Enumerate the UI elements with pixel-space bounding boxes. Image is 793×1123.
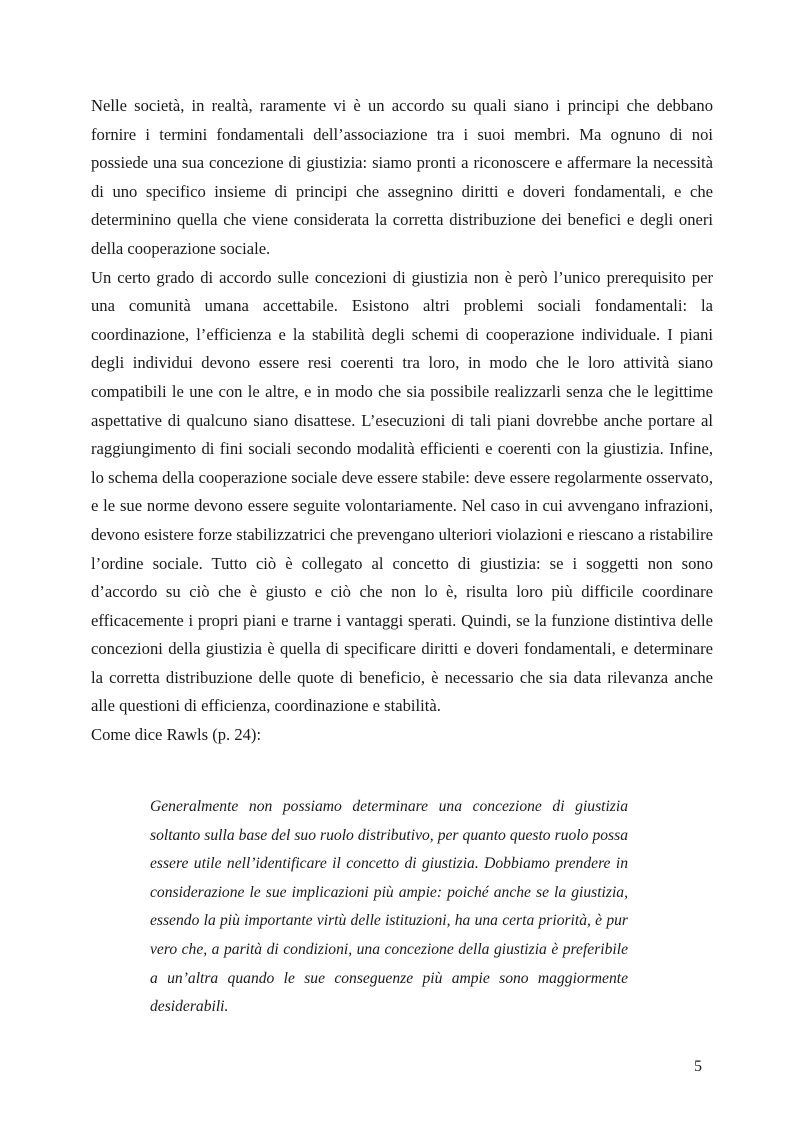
- quote-text: Generalmente non possiamo determinare una concezione di giustizia soltanto sulla base del suo ruolo distributivo, per quanto questo ruolo possa essere utile nell’identificare il concetto di giustizia. Dobbiamo prendere in considerazione le sue implicazioni più ampie: poiché anche se la giustizia, essendo la più importante virtù delle istituzioni, ha una certa priorità, è pur vero che, a parità di condizioni, una concezione della giustizia è preferibile a un’altra quando le sue conseguenze più ampie sono maggiormente desiderabili.: [150, 798, 628, 1016]
- quote-intro: Come dice Rawls (p. 24):: [91, 725, 262, 745]
- body-text: [91, 92, 713, 750]
- page-number: 5: [694, 1058, 702, 1075]
- block-quote: [150, 793, 628, 1022]
- paragraph-2: Un certo grado di accordo sulle concezioni di giustizia non è però l’unico prerequisito per una comunità umana accettabile. Esistono altri problemi sociali fondamentali: la coordinazione, l’efficienza e la stabilità degli schemi di cooperazione individuale. I piani degli individui devono essere resi coerenti tra loro, in modo che le loro attività siano compatibili le une con le altre, e in modo che sia possibile realizzarli senza che le legittime aspettative di qualcuno siano disattese. L’esecuzioni di tali piani dovrebbe anche portare al raggiungimento di fini sociali secondo modalità efficienti e coerenti con la giustizia. Infine, lo schema della cooperazione sociale deve essere stabile: deve essere regolarmente osservato, e le sue norme devono essere seguite volontariamente. Nel caso in cui avvengano infrazioni, devono esistere forze stabilizzatrici che prevengano ulteriori violazioni e riescano a ristabilire l’ordine sociale. Tutto ciò è collegato al concetto di giustizia: se i soggetti non sono d’accordo su ciò che è giusto e ciò che non lo è, risulta loro più difficile coordinare efficacemente i propri piani e trarne i vantaggi sperati. Quindi, se la funzione distintiva delle concezioni della giustizia è quella di specificare diritti e doveri fondamentali, e determinare la corretta distribuzione delle quote di beneficio, è necessario che sia data rilevanza anche alle questioni di efficienza, coordinazione e stabilità.: [91, 267, 713, 716]
- paragraph-1: Nelle società, in realtà, raramente vi è un accordo su quali siano i principi che debbano fornire i termini fondamentali dell’associazione tra i suoi membri. Ma ognuno di noi possiede una sua concezione di giustizia: siamo pronti a riconoscere e affermare la necessità di uno specifico insieme di principi che assegnino diritti e doveri fondamentali, e che determinino quella che viene considerata la corretta distribuzione dei benefici e degli oneri della cooperazione sociale.: [91, 96, 713, 258]
